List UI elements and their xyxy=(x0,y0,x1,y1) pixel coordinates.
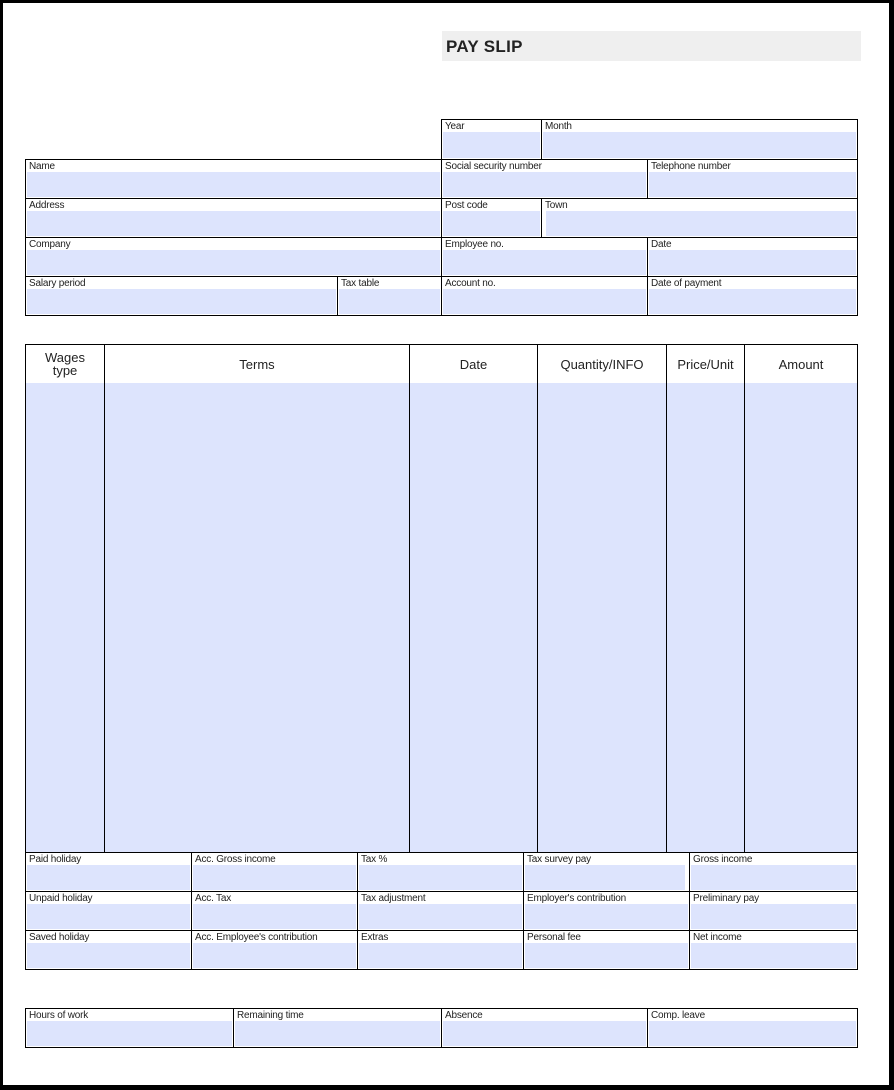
terms-column[interactable] xyxy=(104,383,410,853)
tax-adjustment-field[interactable] xyxy=(357,891,524,931)
acc-employees-contribution-label: Acc. Employee's contribution xyxy=(195,932,318,943)
year-label: Year xyxy=(445,121,465,132)
preliminary-pay-field[interactable] xyxy=(689,891,858,931)
account-no-field[interactable] xyxy=(441,276,648,316)
company-label: Company xyxy=(29,239,71,250)
col-terms-label: Terms xyxy=(239,356,275,372)
personal-fee-field[interactable] xyxy=(523,930,690,970)
comp-leave-label: Comp. leave xyxy=(651,1010,705,1021)
acc-employees-contribution-field[interactable] xyxy=(191,930,358,970)
acc-tax-label: Acc. Tax xyxy=(195,893,232,904)
post-code-label: Post code xyxy=(445,200,488,211)
tax-pct-input[interactable] xyxy=(359,865,522,890)
tax-table-input[interactable] xyxy=(339,289,440,314)
tax-survey-pay-input[interactable] xyxy=(525,865,685,890)
page-title: PAY SLIP xyxy=(446,37,523,56)
acc-gross-income-input[interactable] xyxy=(193,865,356,890)
employers-contribution-field[interactable] xyxy=(523,891,690,931)
phone-field[interactable] xyxy=(647,159,858,199)
net-income-label: Net income xyxy=(693,932,742,943)
year-field[interactable] xyxy=(441,119,542,160)
town-label: Town xyxy=(545,200,568,211)
col-header-quantity xyxy=(537,344,667,384)
personal-fee-input[interactable] xyxy=(525,943,688,968)
gross-income-label: Gross income xyxy=(693,854,753,865)
employee-no-label: Employee no. xyxy=(445,239,504,250)
employers-contribution-input[interactable] xyxy=(525,904,688,929)
gross-income-input[interactable] xyxy=(691,865,856,890)
account-no-label: Account no. xyxy=(445,278,496,289)
date-of-payment-field[interactable] xyxy=(647,276,858,316)
town-input[interactable] xyxy=(546,211,856,236)
col-wages-type-label: Wages type xyxy=(45,350,85,378)
tax-survey-pay-field[interactable] xyxy=(523,852,690,892)
personal-fee-label: Personal fee xyxy=(527,932,581,943)
unpaid-holiday-field[interactable] xyxy=(25,891,192,931)
employers-contribution-label: Employer's contribution xyxy=(527,893,627,904)
hours-of-work-label: Hours of work xyxy=(29,1010,89,1021)
phone-label: Telephone number xyxy=(651,161,731,172)
name-field[interactable] xyxy=(25,159,442,199)
post-code-input[interactable] xyxy=(443,211,540,236)
tax-table-label: Tax table xyxy=(341,278,380,289)
absence-label: Absence xyxy=(445,1010,483,1021)
unpaid-holiday-input[interactable] xyxy=(27,904,190,929)
absence-field[interactable] xyxy=(441,1008,648,1048)
tax-adjustment-input[interactable] xyxy=(359,904,522,929)
comp-leave-input[interactable] xyxy=(649,1021,856,1046)
amount-column[interactable] xyxy=(744,383,858,853)
hours-of-work-field[interactable] xyxy=(25,1008,234,1048)
acc-tax-input[interactable] xyxy=(193,904,356,929)
date-label: Date xyxy=(651,239,672,250)
saved-holiday-label: Saved holiday xyxy=(29,932,90,943)
col-date-label: Date xyxy=(459,356,488,372)
address-label: Address xyxy=(29,200,65,211)
extras-input[interactable] xyxy=(359,943,522,968)
tax-table-field[interactable] xyxy=(337,276,442,316)
salary-period-field[interactable] xyxy=(25,276,338,316)
hours-of-work-input[interactable] xyxy=(27,1021,232,1046)
saved-holiday-input[interactable] xyxy=(27,943,190,968)
address-field[interactable] xyxy=(25,198,442,238)
pay-slip-page xyxy=(3,3,889,1085)
col-price-label: Price/Unit xyxy=(677,356,734,372)
preliminary-pay-input[interactable] xyxy=(691,904,856,929)
name-label: Name xyxy=(29,161,55,172)
col-quantity-label: Quantity/INFO xyxy=(560,356,644,372)
phone-input[interactable] xyxy=(649,172,856,197)
title-bar xyxy=(442,31,861,61)
date-input[interactable] xyxy=(649,250,856,275)
paid-holiday-label: Paid holiday xyxy=(29,854,82,865)
date-column[interactable] xyxy=(409,383,538,853)
unpaid-holiday-label: Unpaid holiday xyxy=(29,893,93,904)
account-no-input[interactable] xyxy=(443,289,646,314)
date-of-payment-label: Date of payment xyxy=(651,278,722,289)
tax-survey-pay-label: Tax survey pay xyxy=(527,854,591,865)
col-header-date xyxy=(409,344,538,384)
acc-gross-income-field[interactable] xyxy=(191,852,358,892)
col-header-price xyxy=(666,344,745,384)
paid-holiday-input[interactable] xyxy=(27,865,190,890)
ssn-label: Social security number xyxy=(445,161,542,172)
post-code-field[interactable] xyxy=(441,198,542,238)
name-input[interactable] xyxy=(27,172,440,197)
tax-adjustment-label: Tax adjustment xyxy=(361,893,426,904)
address-input[interactable] xyxy=(27,211,440,236)
absence-input[interactable] xyxy=(443,1021,646,1046)
month-input[interactable] xyxy=(543,132,856,158)
employee-no-input[interactable] xyxy=(443,250,646,275)
company-field[interactable] xyxy=(25,237,442,277)
net-income-field[interactable] xyxy=(689,930,858,970)
comp-leave-field[interactable] xyxy=(647,1008,858,1048)
ssn-field[interactable] xyxy=(441,159,648,199)
acc-tax-field[interactable] xyxy=(191,891,358,931)
net-income-input[interactable] xyxy=(691,943,856,968)
acc-gross-income-label: Acc. Gross income xyxy=(195,854,276,865)
year-input[interactable] xyxy=(443,132,540,158)
town-field[interactable] xyxy=(541,198,858,238)
date-field[interactable] xyxy=(647,237,858,277)
remaining-time-input[interactable] xyxy=(235,1021,440,1046)
quantity-column[interactable] xyxy=(537,383,667,853)
salary-period-input[interactable] xyxy=(27,289,336,314)
month-label: Month xyxy=(545,121,572,132)
tax-pct-label: Tax % xyxy=(361,854,388,865)
acc-employees-contribution-input[interactable] xyxy=(193,943,356,968)
preliminary-pay-label: Preliminary pay xyxy=(693,893,759,904)
extras-field[interactable] xyxy=(357,930,524,970)
ssn-input[interactable] xyxy=(443,172,646,197)
price-column[interactable] xyxy=(666,383,745,853)
col-header-amount xyxy=(744,344,858,384)
date-of-payment-input[interactable] xyxy=(649,289,856,314)
remaining-time-field[interactable] xyxy=(233,1008,442,1048)
saved-holiday-field[interactable] xyxy=(25,930,192,970)
extras-label: Extras xyxy=(361,932,389,943)
company-input[interactable] xyxy=(27,250,440,275)
remaining-time-label: Remaining time xyxy=(237,1010,304,1021)
gross-income-field[interactable] xyxy=(689,852,858,892)
col-amount-label: Amount xyxy=(778,356,824,372)
paid-holiday-field[interactable] xyxy=(25,852,192,892)
employee-no-field[interactable] xyxy=(441,237,648,277)
month-field[interactable] xyxy=(541,119,858,160)
col-header-wages-type xyxy=(25,344,105,384)
salary-period-label: Salary period xyxy=(29,278,86,289)
tax-pct-field[interactable] xyxy=(357,852,524,892)
col-header-terms xyxy=(104,344,410,384)
wages-type-column[interactable] xyxy=(25,383,105,853)
